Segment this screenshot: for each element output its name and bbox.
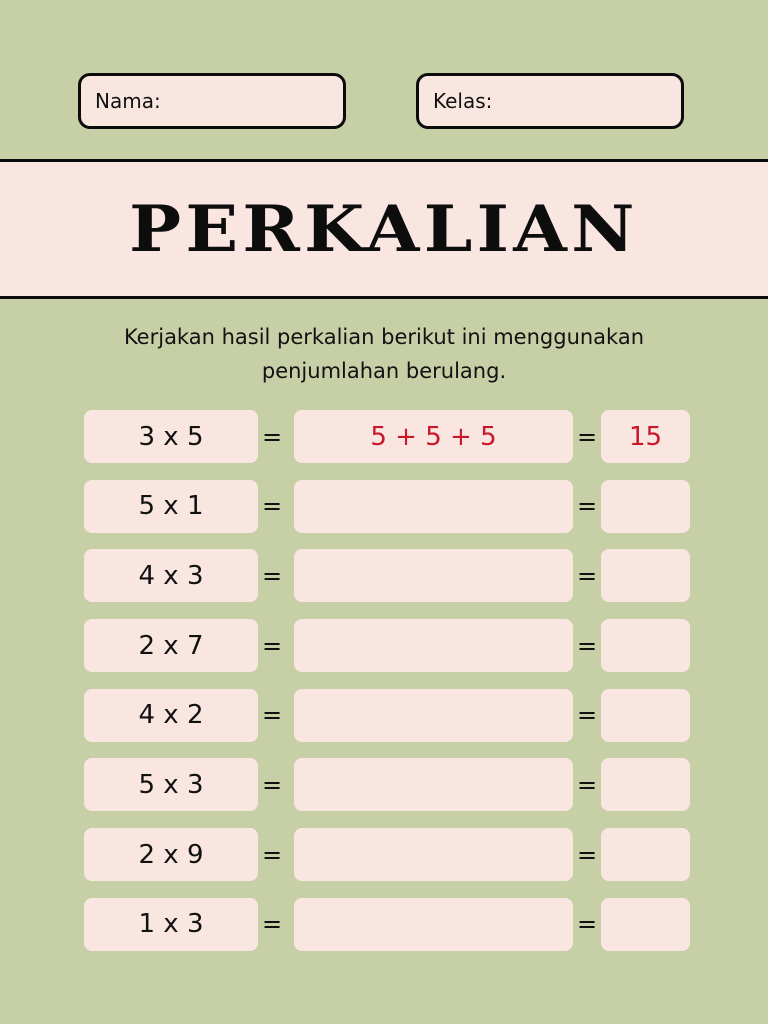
equals-sign: = [576,631,598,660]
equals-sign: = [576,770,598,799]
repeated-addition-answer[interactable]: 5 + 5 + 5 [294,410,573,463]
repeated-addition-answer[interactable] [294,549,573,602]
equals-sign: = [261,422,283,451]
equals-sign: = [261,910,283,939]
equals-sign: = [261,631,283,660]
multiplication-expression: 4 x 2 [84,689,258,742]
multiplication-expression: 5 x 3 [84,758,258,811]
result-answer[interactable] [601,549,690,602]
repeated-addition-answer[interactable] [294,619,573,672]
problem-row [0,619,768,672]
equals-sign: = [261,770,283,799]
instructions [60,320,708,388]
result-answer[interactable] [601,619,690,672]
problem-row [0,758,768,811]
name-field[interactable] [78,73,346,129]
equals-sign: = [261,840,283,869]
repeated-addition-answer[interactable] [294,828,573,881]
problem-row [0,480,768,533]
equals-sign: = [576,492,598,521]
problem-row [0,410,768,463]
result-answer[interactable] [601,758,690,811]
equals-sign: = [576,561,598,590]
result-answer[interactable] [601,898,690,951]
class-field[interactable] [416,73,684,129]
page-title: PERKALIAN [129,191,639,267]
equals-sign: = [576,422,598,451]
repeated-addition-answer[interactable] [294,758,573,811]
instructions-line-1: Kerjakan hasil perkalian berikut ini menggunakan [123,325,645,349]
class-label: Kelas: [433,89,493,113]
title-banner [0,159,768,299]
multiplication-expression: 2 x 7 [84,619,258,672]
equals-sign: = [576,910,598,939]
repeated-addition-answer[interactable] [294,480,573,533]
multiplication-expression: 4 x 3 [84,549,258,602]
equals-sign: = [261,561,283,590]
equals-sign: = [261,492,283,521]
instructions-line-2: penjumlahan berulang. [261,359,507,383]
multiplication-expression: 3 x 5 [84,410,258,463]
equals-sign: = [261,701,283,730]
repeated-addition-answer[interactable] [294,689,573,742]
problem-list [0,410,768,968]
multiplication-expression: 5 x 1 [84,480,258,533]
repeated-addition-answer[interactable] [294,898,573,951]
name-label: Nama: [95,89,161,113]
result-answer[interactable] [601,828,690,881]
multiplication-expression: 2 x 9 [84,828,258,881]
equals-sign: = [576,701,598,730]
result-answer[interactable]: 15 [601,410,690,463]
problem-row [0,689,768,742]
problem-row [0,549,768,602]
problem-row [0,828,768,881]
problem-row [0,898,768,951]
equals-sign: = [576,840,598,869]
result-answer[interactable] [601,480,690,533]
result-answer[interactable] [601,689,690,742]
multiplication-expression: 1 x 3 [84,898,258,951]
